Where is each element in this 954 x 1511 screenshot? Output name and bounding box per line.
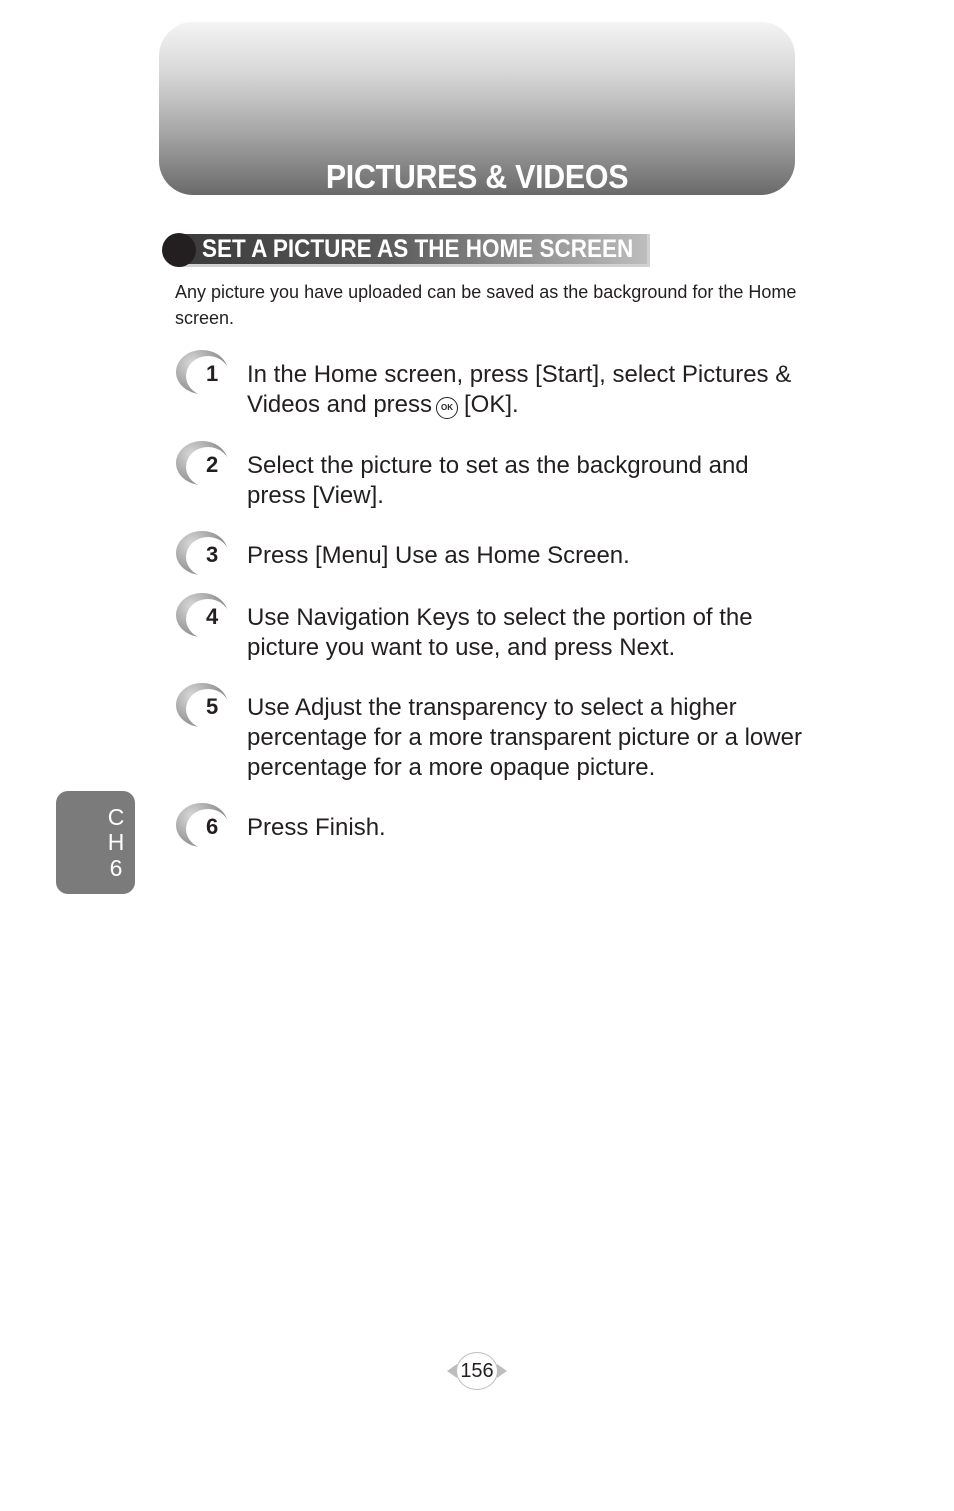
section-intro: Any picture you have uploaded can be saved as the background for the Home screen. <box>175 282 797 328</box>
step-text: Press Finish. <box>247 814 386 841</box>
section-title: SET A PICTURE AS THE HOME SCREEN <box>202 235 634 263</box>
step-badge-icon <box>176 593 230 639</box>
step-text-part: In the Home screen, press [Start], select Pictures & Videos and press <box>247 361 792 418</box>
chapter-tab <box>56 791 135 894</box>
step-number: 6 <box>206 814 219 839</box>
step-text: Press [Menu] Use as Home Screen. <box>247 542 630 569</box>
section-heading <box>162 232 650 268</box>
step-text: Use Adjust the transparency to select a higher percentage for a more transparent picture or a lower percentage for a more opaque picture. <box>247 694 802 781</box>
step-number: 4 <box>206 604 219 629</box>
header-banner <box>159 22 795 195</box>
step-text <box>247 360 807 420</box>
step-badge-icon <box>176 803 230 849</box>
ok-key-icon: OK <box>436 397 458 419</box>
step-badge-icon <box>176 441 230 487</box>
step-badge-icon <box>176 683 230 729</box>
step-text: Select the picture to set as the background and press [View]. <box>247 452 749 509</box>
step-text: Use Navigation Keys to select the portion of the picture you want to use, and press Next. <box>247 604 753 661</box>
step-number: 5 <box>206 694 219 719</box>
page-number-badge <box>447 1352 507 1390</box>
step-number: 3 <box>206 542 219 567</box>
chapter-letter: 6 <box>109 855 123 881</box>
chapter-letter: C <box>107 804 125 830</box>
page-number: 156 <box>456 1352 498 1390</box>
step-text-part: [OK]. <box>464 391 519 418</box>
right-arrow-icon <box>497 1364 507 1378</box>
step-number: 1 <box>206 361 219 386</box>
chapter-letter: H <box>107 829 125 855</box>
step-badge-icon <box>176 531 230 577</box>
step-badge-icon <box>176 350 230 396</box>
section-bullet-icon <box>162 233 196 267</box>
step-number: 2 <box>206 452 219 477</box>
page-title: PICTURES & VIDEOS <box>325 158 629 195</box>
